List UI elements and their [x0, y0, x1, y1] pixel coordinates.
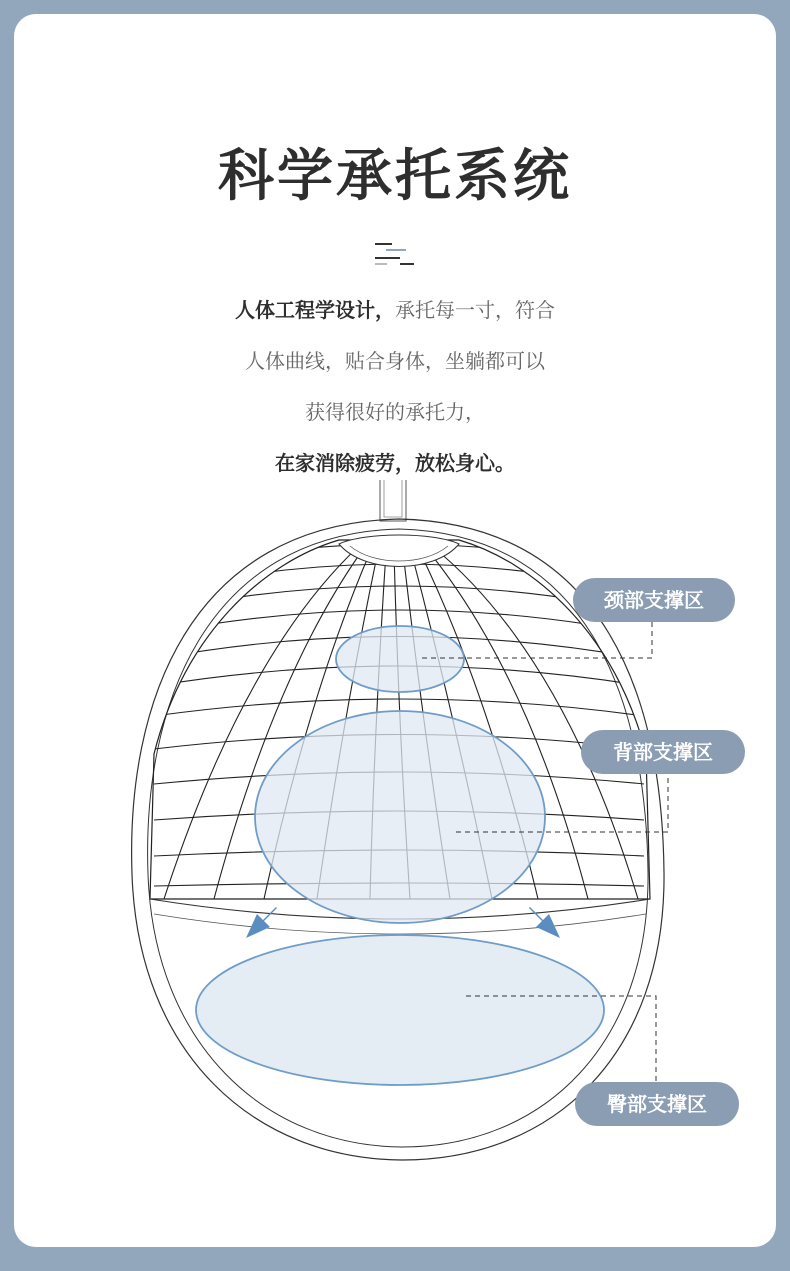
description-line-2: 人体曲线，贴合身体，坐躺都可以 [245, 349, 545, 373]
back-support-label: 背部支撑区 [581, 730, 745, 774]
description-bold-lead: 人体工程学设计， [235, 298, 395, 322]
neck-zone [336, 626, 464, 692]
hip-support-label: 臀部支撑区 [575, 1082, 739, 1126]
description-line-1-text: 承托每一寸，符合 [395, 298, 555, 322]
content-card [14, 14, 776, 1247]
back-zone [255, 711, 545, 923]
hip-zone [196, 935, 604, 1085]
page-title: 科学承托系统 [218, 144, 572, 209]
egg-chair-illustration [14, 14, 776, 1247]
description-line-3: 获得很好的承托力， [305, 400, 485, 424]
description-line-4: 在家消除疲劳，放松身心。 [275, 451, 515, 475]
neck-support-label: 颈部支撑区 [573, 578, 735, 622]
